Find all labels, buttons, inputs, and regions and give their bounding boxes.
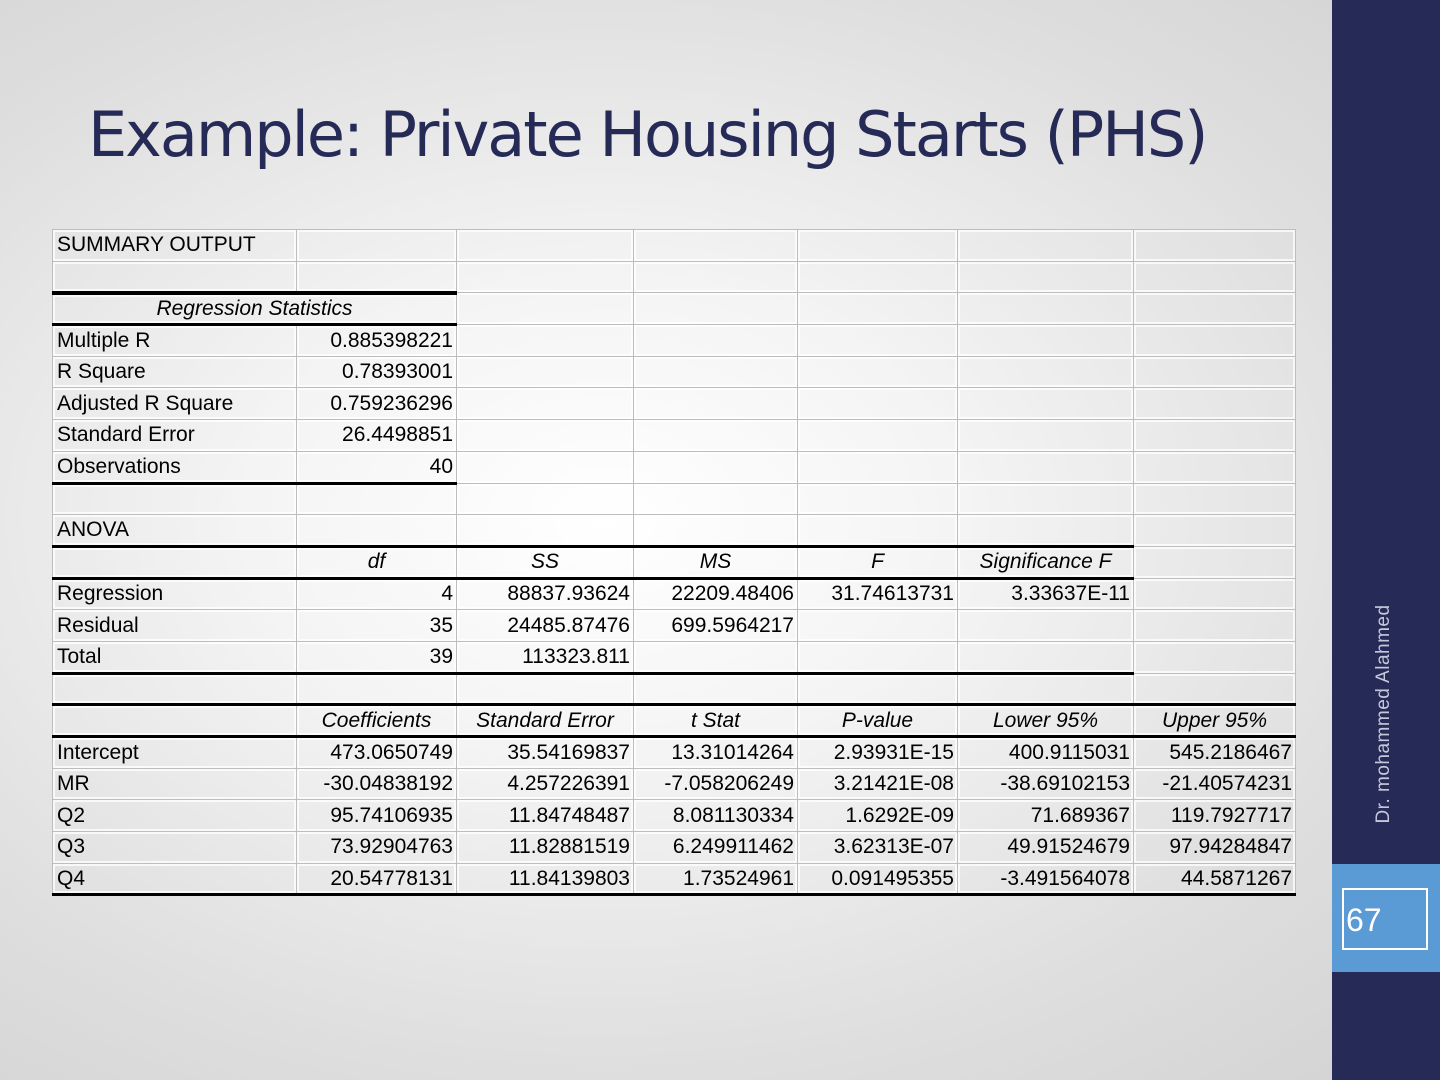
- coefficient-row: [53, 737, 1296, 769]
- coefficient-cell: 11.84139803: [457, 863, 634, 895]
- blank-row: [53, 673, 1296, 705]
- stat-row: [53, 388, 1296, 420]
- page-number-box: [1342, 888, 1428, 950]
- anova-cell: 31.74613731: [798, 578, 958, 610]
- stat-row: [53, 451, 1296, 483]
- anova-cell: 22209.48406: [634, 578, 798, 610]
- anova-cell: 113323.811: [457, 641, 634, 673]
- coefficient-row-label: MR: [53, 768, 297, 800]
- anova-column-header: df: [297, 546, 457, 578]
- author-label: Dr. mohammed Alahmed: [1373, 604, 1394, 824]
- coefficient-cell: 35.54169837: [457, 737, 634, 769]
- coefficient-cell: 13.31014264: [634, 737, 798, 769]
- anova-heading-row: [53, 515, 1296, 547]
- coefficients-column-header: P-value: [798, 705, 958, 737]
- anova-cell: [798, 610, 958, 642]
- coefficients-column-header: Upper 95%: [1134, 705, 1296, 737]
- anova-cell: 39: [297, 641, 457, 673]
- regression-output-table: [52, 229, 1296, 896]
- regression-statistics-heading: Regression Statistics: [53, 293, 457, 325]
- anova-row-label: Regression: [53, 578, 297, 610]
- coefficient-row: [53, 863, 1296, 895]
- coefficient-cell: 545.2186467: [1134, 737, 1296, 769]
- coefficient-cell: 6.249911462: [634, 832, 798, 864]
- page-number-block: [1332, 864, 1440, 972]
- coefficient-cell: 3.62313E-07: [798, 832, 958, 864]
- coefficient-cell: -30.04838192: [297, 768, 457, 800]
- anova-cell: 4: [297, 578, 457, 610]
- anova-row-label: Residual: [53, 610, 297, 642]
- anova-cell: 699.5964217: [634, 610, 798, 642]
- coefficient-cell: 1.6292E-09: [798, 800, 958, 832]
- coefficient-cell: 73.92904763: [297, 832, 457, 864]
- page-number: 67: [1346, 902, 1382, 938]
- coefficients-column-header: Standard Error: [457, 705, 634, 737]
- regression-statistics-header-row: [53, 293, 1296, 325]
- coefficient-cell: 95.74106935: [297, 800, 457, 832]
- summary-output-heading: SUMMARY OUTPUT: [53, 230, 297, 262]
- coefficient-cell: 1.73524961: [634, 863, 798, 895]
- stat-value: 40: [297, 451, 457, 483]
- anova-column-header: SS: [457, 546, 634, 578]
- anova-header-row: [53, 546, 1296, 578]
- anova-row-label: Total: [53, 641, 297, 673]
- coefficient-row: [53, 832, 1296, 864]
- coefficient-row-label: Q4: [53, 863, 297, 895]
- coefficient-cell: 44.5871267: [1134, 863, 1296, 895]
- slide-title: Example: Private Housing Starts (PHS): [88, 98, 1207, 171]
- coefficient-cell: 11.84748487: [457, 800, 634, 832]
- coefficient-cell: -21.40574231: [1134, 768, 1296, 800]
- stat-value: 26.4498851: [297, 420, 457, 452]
- stat-value: 0.885398221: [297, 325, 457, 357]
- anova-column-header: Significance F: [958, 546, 1134, 578]
- anova-cell: 24485.87476: [457, 610, 634, 642]
- coefficients-column-header: Coefficients: [297, 705, 457, 737]
- coefficient-cell: -3.491564078: [958, 863, 1134, 895]
- stat-row: [53, 356, 1296, 388]
- stat-label: R Square: [53, 356, 297, 388]
- stat-label: Observations: [53, 451, 297, 483]
- anova-row: [53, 610, 1296, 642]
- anova-heading: ANOVA: [53, 515, 297, 547]
- coefficient-cell: 4.257226391: [457, 768, 634, 800]
- anova-cell: [634, 641, 798, 673]
- coefficient-cell: 2.93931E-15: [798, 737, 958, 769]
- blank-row: [53, 261, 1296, 293]
- blank-row: [53, 483, 1296, 515]
- coefficient-cell: 3.21421E-08: [798, 768, 958, 800]
- coefficients-column-header: Lower 95%: [958, 705, 1134, 737]
- coefficient-row: [53, 768, 1296, 800]
- coefficient-cell: 11.82881519: [457, 832, 634, 864]
- coefficient-row: [53, 800, 1296, 832]
- coefficient-row-label: Q3: [53, 832, 297, 864]
- stat-label: Adjusted R Square: [53, 388, 297, 420]
- anova-column-header: MS: [634, 546, 798, 578]
- coefficients-header-row: [53, 705, 1296, 737]
- stat-label: Multiple R: [53, 325, 297, 357]
- coefficient-cell: 71.689367: [958, 800, 1134, 832]
- coefficient-cell: 473.0650749: [297, 737, 457, 769]
- coefficient-cell: -7.058206249: [634, 768, 798, 800]
- anova-cell: [958, 610, 1134, 642]
- anova-column-header: F: [798, 546, 958, 578]
- coefficient-cell: 119.7927717: [1134, 800, 1296, 832]
- coefficient-row-label: Intercept: [53, 737, 297, 769]
- coefficient-cell: 400.9115031: [958, 737, 1134, 769]
- coefficient-cell: 97.94284847: [1134, 832, 1296, 864]
- coefficient-cell: 0.091495355: [798, 863, 958, 895]
- summary-heading-row: [53, 230, 1296, 262]
- coefficient-cell: -38.69102153: [958, 768, 1134, 800]
- anova-row: [53, 641, 1296, 673]
- stat-label: Standard Error: [53, 420, 297, 452]
- anova-cell: 3.33637E-11: [958, 578, 1134, 610]
- anova-row: [53, 578, 1296, 610]
- stat-value: 0.78393001: [297, 356, 457, 388]
- coefficient-cell: 8.081130334: [634, 800, 798, 832]
- anova-cell: 88837.93624: [457, 578, 634, 610]
- coefficient-cell: 20.54778131: [297, 863, 457, 895]
- anova-cell: 35: [297, 610, 457, 642]
- coefficient-cell: 49.91524679: [958, 832, 1134, 864]
- coefficients-column-header: t Stat: [634, 705, 798, 737]
- stat-value: 0.759236296: [297, 388, 457, 420]
- anova-cell: [798, 641, 958, 673]
- anova-cell: [958, 641, 1134, 673]
- stat-row: [53, 325, 1296, 357]
- stat-row: [53, 420, 1296, 452]
- coefficient-row-label: Q2: [53, 800, 297, 832]
